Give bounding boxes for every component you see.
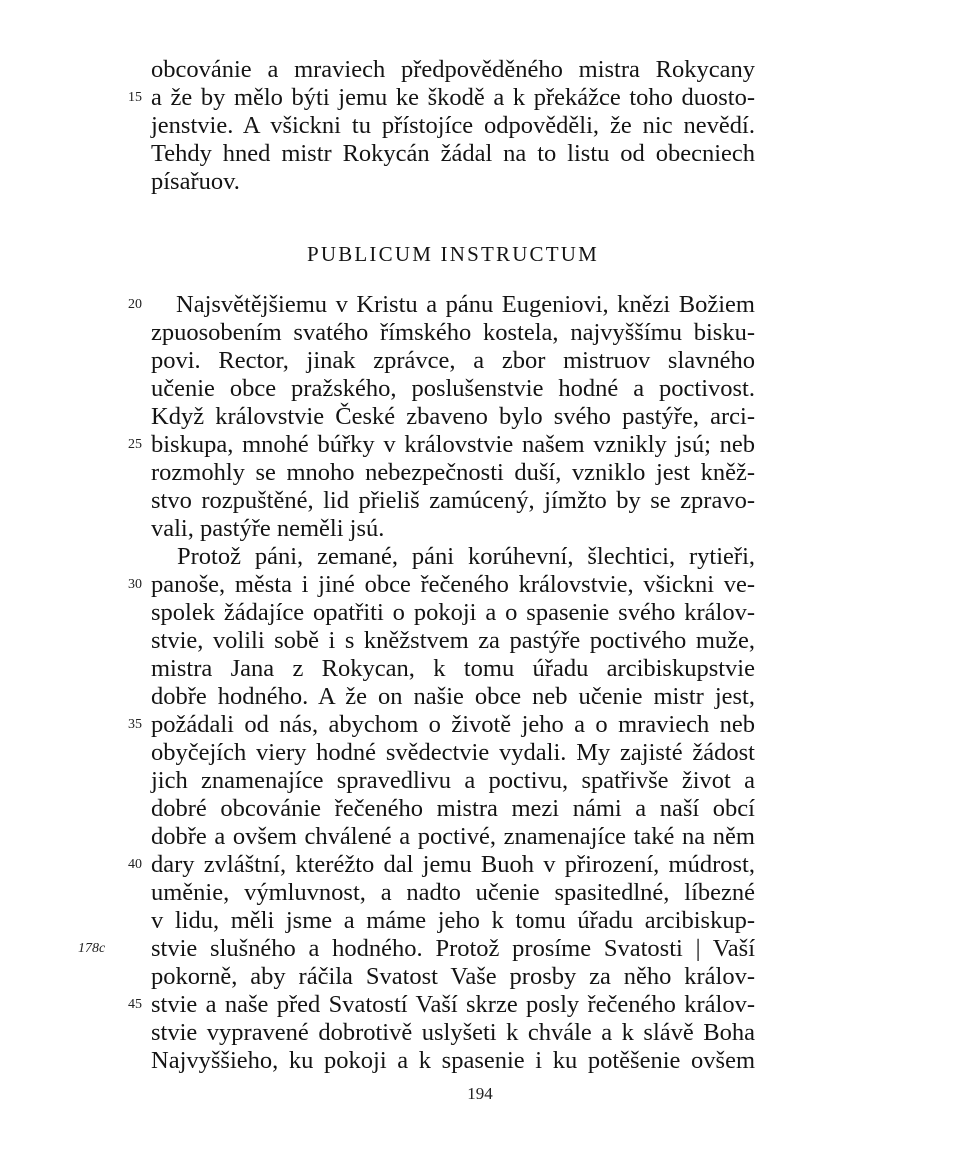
- text-line: dobře hodného. A že on našie obce neb učenie mistr jest,: [151, 683, 755, 710]
- text-line: dary zvláštní, kteréžto dal jemu Buoh v přirození, múdrost,: [151, 851, 755, 878]
- text-line: jenstvie. A všickni tu přístojíce odpověděli, že nic nevědí.: [151, 112, 755, 139]
- text-line: zpuosobením svatého římského kostela, najvyššímu bisku-: [151, 319, 755, 346]
- text-line: Když královstvie České zbaveno bylo svého pastýře, arci-: [151, 403, 755, 430]
- text-line: spolek žádajíce opatřiti o pokoji a o spasenie svého králov-: [151, 599, 755, 626]
- text-line: požádali od nás, abychom o životě jeho a o mraviech neb: [151, 711, 755, 738]
- section-heading: PUBLICUM INSTRUCTUM: [306, 242, 600, 266]
- text-line: panoše, města i jiné obce řečeného královstvie, všickni ve-: [151, 571, 755, 598]
- text-line: uměnie, výmluvnost, a nadto učenie spasitedlné, líbezné: [151, 879, 755, 906]
- text-line: písařuov.: [151, 168, 240, 195]
- text-line: biskupa, mnohé búřky v královstvie našem vznikly jsú; neb: [151, 431, 755, 458]
- text-line: Protož páni, zemané, páni korúhevní, šlechtici, rytieři,: [177, 543, 755, 570]
- text-line: vali, pastýře neměli jsú.: [151, 515, 385, 542]
- margin-folio-note: 178c: [78, 941, 106, 956]
- text-line: stvie slušného a hodného. Protož prosíme Svatosti | Vaší: [151, 935, 755, 962]
- text-line: pokorně, aby ráčila Svatost Vaše prosby za něho králov-: [151, 963, 755, 990]
- text-line: stvie a naše před Svatostí Vaší skrze posly řečeného králov-: [151, 991, 755, 1018]
- line-number: 20: [128, 297, 142, 312]
- line-number: 40: [128, 857, 142, 872]
- line-number: 25: [128, 437, 142, 452]
- text-line: dobře a ovšem chválené a poctivé, znamenajíce také na něm: [151, 823, 755, 850]
- text-line: povi. Rector, jinak zprávce, a zbor mistruov slavného: [151, 347, 755, 374]
- text-line: rozmohly se mnoho nebezpečnosti duší, vzniklo jest kněž-: [151, 459, 755, 486]
- text-line: Tehdy hned mistr Rokycán žádal na to listu od obecniech: [151, 140, 755, 167]
- text-line: stvie, volili sobě i s kněžstvem za pastýře poctivého muže,: [151, 627, 755, 654]
- text-line: obyčejích viery hodné svědectvie vydali. My zajisté žádost: [151, 739, 755, 766]
- text-line: Najvyššieho, ku pokoji a k spasenie i ku potěšenie ovšem: [151, 1047, 755, 1074]
- text-line: a že by mělo býti jemu ke škodě a k překážce toho duosto-: [151, 84, 755, 111]
- text-line: v lidu, měli jsme a máme jeho k tomu úřadu arcibiskup-: [151, 907, 755, 934]
- text-line: obcovánie a mraviech předpověděného mistra Rokycany: [151, 56, 755, 83]
- line-number: 35: [128, 717, 142, 732]
- text-line: dobré obcovánie řečeného mistra mezi námi a naší obcí: [151, 795, 755, 822]
- line-number: 15: [128, 90, 142, 105]
- text-line: stvie vypravené dobrotivě uslyšeti k chvále a k slávě Boha: [151, 1019, 755, 1046]
- text-line: učenie obce pražského, poslušenstvie hodné a poctivost.: [151, 375, 755, 402]
- line-number: 30: [128, 577, 142, 592]
- text-line: jich znamenajíce spravedlivu a poctivu, spatřivše život a: [151, 767, 755, 794]
- page-number: 194: [467, 1084, 493, 1103]
- text-line: Najsvětějšiemu v Kristu a pánu Eugeniovi, knězi Božiem: [176, 291, 755, 318]
- text-line: mistra Jana z Rokycan, k tomu úřadu arcibiskupstvie: [151, 655, 755, 682]
- text-line: stvo rozpuštěné, lid přieliš zamúcený, jímžto by se zpravo-: [151, 487, 755, 514]
- line-number: 45: [128, 997, 142, 1012]
